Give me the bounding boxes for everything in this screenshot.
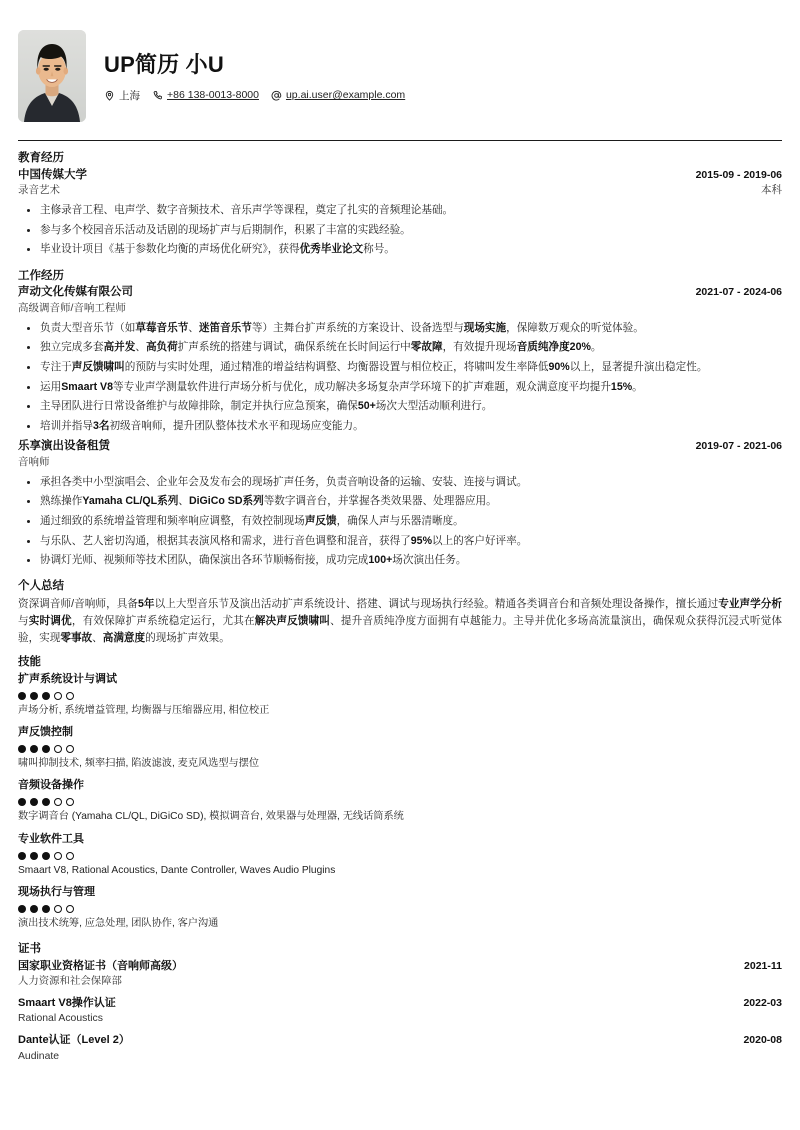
skill-item xyxy=(18,672,782,718)
entry-subhead xyxy=(18,301,782,316)
bullet-item: 承担各类中小型演唱会、企业年会及发布会的现场扩声任务，负责音响设备的运输、安装、连接与调试。 xyxy=(18,474,782,491)
portrait-photo-icon xyxy=(18,30,86,122)
rating-dot-filled xyxy=(42,852,50,860)
certificate-name: Smaart V8操作认证 xyxy=(18,997,116,1010)
contact-email-text[interactable]: up.ai.user@example.com xyxy=(285,89,406,102)
rating-dot-filled xyxy=(18,798,26,806)
entry-subhead xyxy=(18,455,782,470)
entry-role: 录音艺术 xyxy=(18,184,60,197)
skill-item xyxy=(18,725,782,771)
entry-role: 高级调音师/音响工程师 xyxy=(18,301,126,314)
entry-head xyxy=(18,168,782,184)
work-entries xyxy=(18,285,782,569)
certificate-head xyxy=(18,1033,782,1048)
section-work xyxy=(18,269,782,570)
bullet-item: 专注于声反馈啸叫的预防与实时处理，通过精准的增益结构调整、均衡器设置与相位校正，将啸叫发生率降低90%以上，显著提升演出稳定性。 xyxy=(18,359,782,376)
entry-bullets xyxy=(18,474,782,570)
entry-head xyxy=(18,439,782,455)
header-divider xyxy=(18,140,782,141)
rating-dot-empty xyxy=(66,852,74,860)
entry-bullets xyxy=(18,202,782,258)
resume-header xyxy=(18,0,782,132)
skill-detail: 啸叫抑制技术, 频率扫描, 陷波滤波, 麦克风选型与摆位 xyxy=(18,758,260,770)
bullet-item: 熟练操作Yamaha CL/QL系列、DiGiCo SD系列等数字调音台，并掌握各类效果器、处理器应用。 xyxy=(18,493,782,510)
skill-detail: Smaart V8, Rational Acoustics, Dante Controller, Waves Audio Plugins xyxy=(18,864,336,876)
skill-detail: 数字调音台 (Yamaha CL/QL, DiGiCo SD), 模拟调音台, 效果器与处理器, 无线话筒系统 xyxy=(18,811,404,823)
rating-dot-empty xyxy=(54,905,62,913)
entry-extra: 本科 xyxy=(761,184,782,197)
at-email-icon xyxy=(271,90,282,101)
certificate-item xyxy=(18,959,782,989)
certificate-date: 2020-08 xyxy=(743,1034,782,1047)
skill-name: 音频设备操作 xyxy=(18,779,84,792)
section-summary xyxy=(18,579,782,647)
bullet-item: 主修录音工程、电声学、数字音频技术、音乐声学等课程，奠定了扎实的音频理论基础。 xyxy=(18,202,782,219)
certificate-issuer: 人力资源和社会保障部 xyxy=(18,975,122,987)
bullet-item: 主导团队进行日常设备维护与故障排除，制定并执行应急预案，确保50+场次大型活动顺利进行。 xyxy=(18,398,782,415)
rating-dot-empty xyxy=(66,692,74,700)
rating-dot-empty xyxy=(54,798,62,806)
skill-name: 扩声系统设计与调试 xyxy=(18,672,117,685)
section-title-skills: 技能 xyxy=(18,656,41,669)
skill-level-rating xyxy=(18,692,782,700)
contact-list xyxy=(104,88,413,103)
rating-dot-filled xyxy=(18,905,26,913)
bullet-item: 负责大型音乐节（如草莓音乐节、迷笛音乐节等）主舞台扩声系统的方案设计、设备选型与现场实施，保障数万观众的听觉体验。 xyxy=(18,320,782,337)
certificate-name: Dante认证（Level 2） xyxy=(18,1034,130,1047)
rating-dot-empty xyxy=(54,745,62,753)
skill-name: 现场执行与管理 xyxy=(18,885,95,898)
certificate-date: 2022-03 xyxy=(743,997,782,1010)
skill-item xyxy=(18,832,782,878)
rating-dot-empty xyxy=(66,745,74,753)
rating-dot-filled xyxy=(42,798,50,806)
section-education xyxy=(18,151,782,259)
bullet-item: 与乐队、艺人密切沟通，根据其表演风格和需求，进行音色调整和混音，获得了95%以上的客户好评率。 xyxy=(18,533,782,550)
summary-text: 资深调音师/音响师，具备5年以上大型音乐节及演出活动扩声系统设计、搭建、调试与现场执行经验。精通各类调音台和音频处理设备操作，擅长通过专业声学分析与实时调优，有效保障扩声系统稳定运行，尤其在解决声反馈啸叫、提升音质纯净度方面拥有卓越能力。主导并优化多场高流量演出，确保观众获得沉浸式听觉体验，实现零事故、高满意度的现场扩声效果。 xyxy=(18,597,783,645)
certificate-issuer: Rational Acoustics xyxy=(18,1013,103,1025)
rating-dot-filled xyxy=(18,852,26,860)
rating-dot-filled xyxy=(42,745,50,753)
section-title-certificates: 证书 xyxy=(18,943,41,956)
page-title: UP简历 小U xyxy=(104,52,224,78)
skill-detail: 声场分析, 系统增益管理, 均衡器与压缩器应用, 相位校正 xyxy=(18,704,270,716)
skill-level-rating xyxy=(18,905,782,913)
entry-head xyxy=(18,285,782,301)
bullet-item: 协调灯光师、视频师等技术团队，确保演出各环节顺畅衔接，成功完成100+场次演出任务。 xyxy=(18,552,782,569)
skill-detail: 演出技术统筹, 应急处理, 团队协作, 客户沟通 xyxy=(18,917,219,929)
entry-date: 2019-07 - 2021-06 xyxy=(695,440,782,453)
contact-location xyxy=(104,88,140,103)
certificates-list xyxy=(18,959,782,1064)
contact-email[interactable] xyxy=(271,89,405,101)
entry xyxy=(18,168,782,259)
bullet-item: 参与多个校园音乐活动及话剧的现场扩声与后期制作，积累了丰富的实践经验。 xyxy=(18,222,782,239)
location-pin-icon xyxy=(104,90,115,101)
entry-organization: 声动文化传媒有限公司 xyxy=(18,286,133,299)
entry-date: 2021-07 - 2024-06 xyxy=(695,286,782,299)
section-title-work: 工作经历 xyxy=(18,269,64,282)
contact-phone-text[interactable]: +86 138-0013-8000 xyxy=(167,89,259,102)
phone-icon xyxy=(152,90,163,101)
skill-name: 专业软件工具 xyxy=(18,832,84,845)
rating-dot-filled xyxy=(30,798,38,806)
entry xyxy=(18,439,782,569)
contact-phone[interactable] xyxy=(152,89,259,101)
skill-item xyxy=(18,778,782,824)
education-entries xyxy=(18,168,782,259)
header-text xyxy=(104,49,413,102)
section-title-education: 教育经历 xyxy=(18,152,64,164)
bullet-item: 运用Smaart V8等专业声学测量软件进行声场分析与优化，成功解决多场复杂声学环境下的扩声难题，观众满意度平均提升15%。 xyxy=(18,379,782,396)
rating-dot-filled xyxy=(30,852,38,860)
skills-list xyxy=(18,672,782,931)
certificate-head xyxy=(18,996,782,1011)
bullet-item: 培训并指导3名初级音响师，提升团队整体技术水平和现场应变能力。 xyxy=(18,418,782,435)
certificate-item xyxy=(18,1033,782,1063)
entry-role: 音响师 xyxy=(18,455,50,468)
rating-dot-empty xyxy=(66,798,74,806)
section-skills xyxy=(18,655,782,931)
bullet-item: 通过细致的系统增益管理和频率响应调整，有效控制现场声反馈，确保人声与乐器清晰度。 xyxy=(18,513,782,530)
skill-item xyxy=(18,885,782,931)
rating-dot-filled xyxy=(30,692,38,700)
rating-dot-empty xyxy=(66,905,74,913)
entry xyxy=(18,285,782,435)
rating-dot-empty xyxy=(54,852,62,860)
certificate-name: 国家职业资格证书（音响师高级） xyxy=(18,959,183,972)
rating-dot-filled xyxy=(18,692,26,700)
contact-location-text: 上海 xyxy=(119,89,140,102)
section-certificates xyxy=(18,942,782,1064)
rating-dot-empty xyxy=(54,692,62,700)
entry-organization: 乐享演出设备租赁 xyxy=(18,440,110,453)
skill-level-rating xyxy=(18,798,782,806)
certificate-head xyxy=(18,959,782,974)
avatar xyxy=(18,30,86,122)
rating-dot-filled xyxy=(42,692,50,700)
entry-subhead xyxy=(18,183,782,198)
certificate-issuer: Audinate xyxy=(18,1050,60,1062)
certificate-date: 2021-11 xyxy=(744,959,782,972)
skill-level-rating xyxy=(18,852,782,860)
rating-dot-filled xyxy=(30,745,38,753)
entry-date: 2015-09 - 2019-06 xyxy=(695,168,782,181)
section-title-summary: 个人总结 xyxy=(18,580,64,593)
rating-dot-filled xyxy=(42,905,50,913)
bullet-item: 独立完成多套高并发、高负荷扩声系统的搭建与调试，确保系统在长时间运行中零故障，有效提升现场音质纯净度20%。 xyxy=(18,339,782,356)
certificate-item xyxy=(18,996,782,1026)
rating-dot-filled xyxy=(18,745,26,753)
bullet-item: 毕业设计项目《基于参数化均衡的声场优化研究》，获得优秀毕业论文称号。 xyxy=(18,241,782,258)
skill-name: 声反馈控制 xyxy=(18,726,73,739)
rating-dot-filled xyxy=(30,905,38,913)
entry-organization: 中国传媒大学 xyxy=(18,168,87,181)
entry-bullets xyxy=(18,320,782,435)
skill-level-rating xyxy=(18,745,782,753)
